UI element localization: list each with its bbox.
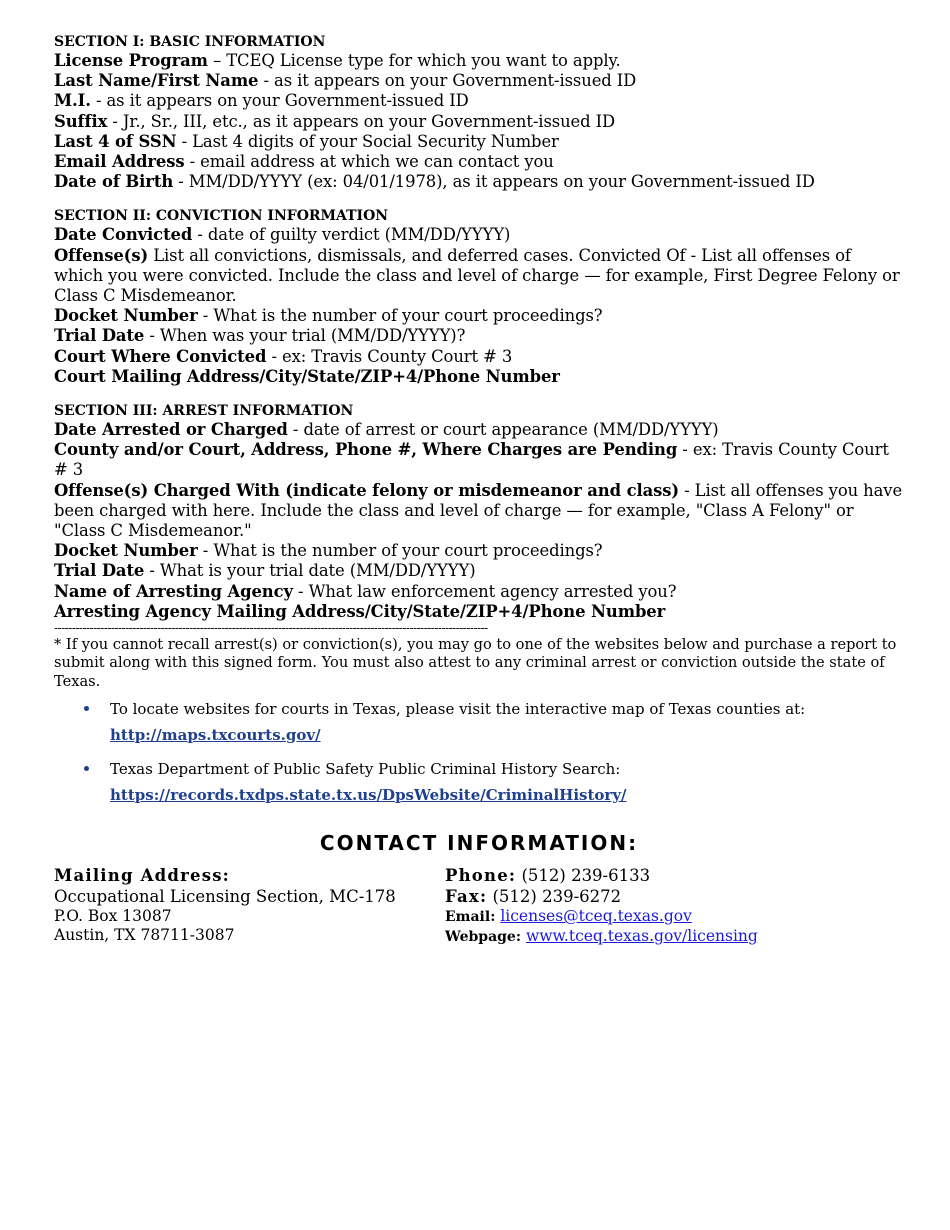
- webpage-line: [445, 927, 904, 947]
- contact-details-block: [445, 865, 904, 947]
- dashed-divider: --------------------------------------------------------------------------------------------------------------------------: [54, 622, 488, 635]
- field-court-mailing-address: Court Mailing Address/City/State/ZIP+4/Phone Number: [54, 366, 560, 386]
- field-middle-initial: M.I. - as it appears on your Government-issued ID: [54, 91, 469, 111]
- fax-value: (512) 239-6272: [492, 886, 622, 906]
- mailing-line-2: P.O. Box 13087: [54, 906, 172, 925]
- webpage-link[interactable]: www.tceq.texas.gov/licensing: [525, 926, 758, 945]
- mailing-address-label: Mailing Address:: [54, 865, 230, 885]
- recall-note: * If you cannot recall arrest(s) or conviction(s), you may go to one of the websites below and purchase a report to submit along with this signed form. You must also attest to any criminal arrest or conviction outside the state of Texas.: [54, 636, 897, 690]
- resource-links-list: [54, 699, 904, 805]
- email-label: Email:: [445, 908, 496, 925]
- field-suffix: Suffix - Jr., Sr., III, etc., as it appears on your Government-issued ID: [54, 111, 616, 131]
- section-2-heading: SECTION II: CONVICTION INFORMATION: [54, 208, 389, 225]
- txcourts-link[interactable]: http://maps.txcourts.gov/: [110, 725, 321, 744]
- document-page: [54, 33, 904, 947]
- mailing-line-1: Occupational Licensing Section, MC-178: [54, 886, 396, 906]
- field-court-where-convicted: Court Where Convicted - ex: Travis County Court # 3: [54, 346, 513, 366]
- mailing-line-3: Austin, TX 78711-3087: [54, 925, 235, 944]
- fax-line: [445, 886, 904, 907]
- bullet-icon: [84, 766, 89, 771]
- field-date-of-birth: Date of Birth - MM/DD/YYYY (ex: 04/01/1978), as it appears on your Government-issued ID: [54, 172, 815, 192]
- field-county-court-pending: County and/or Court, Address, Phone #, Where Charges are Pending - ex: Travis County Court # 3: [54, 440, 889, 480]
- contact-info: [54, 865, 904, 947]
- bullet-icon: [84, 706, 89, 711]
- list-item: [54, 699, 904, 745]
- phone-label: Phone:: [445, 865, 517, 885]
- field-email-address: Email Address - email address at which we can contact you: [54, 152, 554, 172]
- field-date-arrested: Date Arrested or Charged - date of arrest or court appearance (MM/DD/YYYY): [54, 420, 719, 440]
- field-offenses: Offense(s) List all convictions, dismissals, and deferred cases. Convicted Of - List all offenses of which you were convicted. Include the class and level of charge — for example, First Degree Felony or Class C Misdemeanor.: [54, 245, 900, 306]
- contact-heading: CONTACT INFORMATION:: [319, 830, 639, 855]
- dps-criminal-history-link[interactable]: https://records.txdps.state.tx.us/DpsWebsite/CriminalHistory/: [110, 785, 627, 804]
- list-item: [54, 759, 904, 805]
- phone-value: (512) 239-6133: [521, 865, 651, 885]
- mailing-address-block: [54, 865, 445, 947]
- txcourts-description: To locate websites for courts in Texas, please visit the interactive map of Texas counties at:: [110, 699, 806, 718]
- field-arresting-agency-address: Arresting Agency Mailing Address/City/State/ZIP+4/Phone Number: [54, 601, 666, 621]
- field-last4-ssn: Last 4 of SSN - Last 4 digits of your Social Security Number: [54, 131, 559, 151]
- section-3-heading: SECTION III: ARREST INFORMATION: [54, 403, 354, 420]
- email-line: [445, 907, 904, 927]
- field-arrest-trial-date: Trial Date - What is your trial date (MM/DD/YYYY): [54, 561, 476, 581]
- field-arrest-docket-number: Docket Number - What is the number of your court proceedings?: [54, 541, 603, 561]
- field-docket-number: Docket Number - What is the number of your court proceedings?: [54, 306, 603, 326]
- fax-label: Fax:: [445, 886, 488, 906]
- email-link[interactable]: licenses@tceq.texas.gov: [500, 906, 692, 925]
- field-date-convicted: Date Convicted - date of guilty verdict (MM/DD/YYYY): [54, 225, 511, 245]
- field-arresting-agency: Name of Arresting Agency - What law enforcement agency arrested you?: [54, 581, 677, 601]
- dps-description: Texas Department of Public Safety Public Criminal History Search:: [110, 759, 621, 778]
- field-last-first-name: Last Name/First Name - as it appears on your Government-issued ID: [54, 71, 637, 91]
- webpage-label: Webpage:: [445, 928, 522, 945]
- section-3-fields: [54, 420, 904, 622]
- field-trial-date: Trial Date - When was your trial (MM/DD/YYYY)?: [54, 326, 466, 346]
- field-license-program: License Program – TCEQ License type for which you want to apply.: [54, 51, 621, 70]
- section-1-heading: SECTION I: BASIC INFORMATION: [54, 34, 326, 50]
- phone-line: [445, 865, 904, 886]
- section-1-fields: [54, 51, 904, 192]
- section-2-fields: [54, 225, 904, 387]
- field-offenses-charged: Offense(s) Charged With (indicate felony or misdemeanor and class) - List all offenses you have been charged with here. Include the class and level of charge — for example, "Class A Felony" or "Class C Misdemeanor.": [54, 480, 903, 541]
